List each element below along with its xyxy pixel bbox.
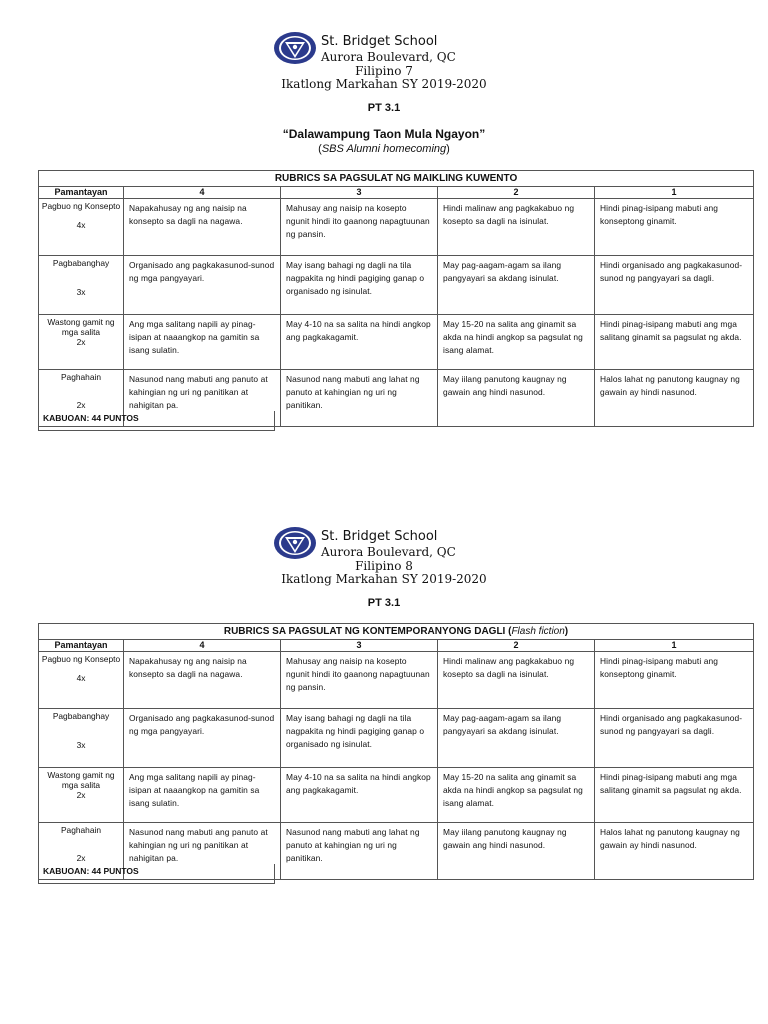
col-header-4: 4	[124, 640, 281, 652]
score-1-cell: Hindi organisado ang pagkakasunod- sunod ng pangyayari sa dagli.	[595, 709, 754, 768]
pt-label: PT 3.1	[367, 102, 401, 114]
criterion-cell: Paghahain 2x	[39, 370, 124, 427]
total-points: KABUOAN: 44 PUNTOS	[38, 411, 275, 431]
rubric-section-2	[0, 525, 768, 876]
score-4-cell: Ang mga salitang napili ay pinag-isipan at naaangkop na gamitin sa isang sulatin.	[124, 315, 281, 370]
weight-label: 3x	[76, 740, 86, 750]
criterion-cell: Pagbuo ng Konsepto 4x	[39, 652, 124, 709]
weight-label: 3x	[76, 287, 86, 297]
col-header-1: 1	[595, 187, 754, 199]
pt-label: PT 3.1	[367, 597, 401, 609]
criterion-cell: Pagbabanghay 3x	[39, 709, 124, 768]
score-4-cell: Nasunod nang mabuti ang panuto at kahingian ng uri ng panitikan at nahigitan pa.	[124, 370, 281, 427]
col-header-4: 4	[124, 187, 281, 199]
score-1-cell: Hindi pinag-isipang mabuti ang mga salitang ginamit sa pagsulat ng akda.	[595, 768, 754, 823]
term-label: Ikatlong Markahan SY 2019-2020	[281, 572, 487, 586]
score-4-cell: Nasunod nang mabuti ang panuto at kahingian ng uri ng panitikan at nahigitan pa.	[124, 823, 281, 880]
score-2-cell: May pag-aagam-agam sa ilang pangyayari sa akdang isinulat.	[438, 709, 595, 768]
rubric-title: RUBRICS SA PAGSULAT NG MAIKLING KUWENTO	[39, 171, 754, 187]
school-header	[0, 525, 768, 585]
school-header	[0, 30, 768, 90]
table-row	[39, 256, 754, 315]
score-1-cell: Hindi pinag-isipang mabuti ang mga salitang ginamit sa pagsulat ng akda.	[595, 315, 754, 370]
score-1-cell: Halos lahat ng panutong kaugnay ng gawain ay hindi nasunod.	[595, 823, 754, 880]
total-points: KABUOAN: 44 PUNTOS	[38, 864, 275, 884]
theme-title: “Dalawampung Taon Mula Ngayon”	[282, 127, 486, 141]
score-1-cell: Hindi pinag-isipang mabuti ang konseptong ginamit.	[595, 652, 754, 709]
school-seal-logo	[273, 526, 317, 560]
score-4-cell: Organisado ang pagkakasunod-sunod ng mga pangyayari.	[124, 256, 281, 315]
table-row	[39, 199, 754, 256]
score-2-cell: May 15-20 na salita ang ginamit sa akda na hindi angkop sa pagsulat ng isang alamat.	[438, 768, 595, 823]
rubric-title: RUBRICS SA PAGSULAT NG KONTEMPORANYONG DAGLI (Flash fiction)	[39, 624, 754, 640]
subject-label: Filipino 8	[355, 559, 413, 573]
weight-label: 2x	[76, 790, 86, 800]
subject-label: Filipino 7	[355, 64, 413, 78]
score-1-cell: Halos lahat ng panutong kaugnay ng gawain ay hindi nasunod.	[595, 370, 754, 427]
col-header-1: 1	[595, 640, 754, 652]
rubric-table	[38, 623, 754, 880]
col-header-3: 3	[281, 640, 438, 652]
criterion-cell: Pagbabanghay 3x	[39, 256, 124, 315]
score-4-cell: Ang mga salitang napili ay pinag-isipan at naaangkop na gamitin sa isang sulatin.	[124, 768, 281, 823]
criterion-cell: Paghahain 2x	[39, 823, 124, 880]
score-4-cell: Napakahusay ng ang naisip na konsepto sa dagli na nagawa.	[124, 199, 281, 256]
table-row	[39, 709, 754, 768]
theme-block	[0, 127, 768, 157]
score-4-cell: Organisado ang pagkakasunod-sunod ng mga pangyayari.	[124, 709, 281, 768]
score-2-cell: May pag-aagam-agam sa ilang pangyayari sa akdang isinulat.	[438, 256, 595, 315]
school-name: St. Bridget School	[321, 529, 438, 544]
score-3-cell: Mahusay ang naisip na kosepto ngunit hindi ito gaanong napagtuunan ng pansin.	[281, 199, 438, 256]
score-2-cell: Hindi malinaw ang pagkakabuo ng kosepto sa dagli na isinulat.	[438, 199, 595, 256]
weight-label: 4x	[76, 220, 86, 230]
theme-subtitle: (SBS Alumni homecoming)	[318, 143, 450, 155]
score-2-cell: May iilang panutong kaugnay ng gawain ang hindi nasunod.	[438, 370, 595, 427]
table-row	[39, 315, 754, 370]
score-2-cell: May iilang panutong kaugnay ng gawain ang hindi nasunod.	[438, 823, 595, 880]
score-3-cell: Nasunod nang mabuti ang lahat ng panuto at kahingian ng uri ng panitikan.	[281, 370, 438, 427]
score-2-cell: Hindi malinaw ang pagkakabuo ng kosepto sa dagli na isinulat.	[438, 652, 595, 709]
table-row	[39, 652, 754, 709]
col-header-3: 3	[281, 187, 438, 199]
col-header-criteria: Pamantayan	[39, 187, 124, 199]
criterion-cell: Pagbuo ng Konsepto 4x	[39, 199, 124, 256]
score-1-cell: Hindi pinag-isipang mabuti ang konseptong ginamit.	[595, 199, 754, 256]
school-address: Aurora Boulevard, QC	[321, 545, 456, 559]
score-2-cell: May 15-20 na salita ang ginamit sa akda na hindi angkop sa pagsulat ng isang alamat.	[438, 315, 595, 370]
score-3-cell: Nasunod nang mabuti ang lahat ng panuto at kahingian ng uri ng panitikan.	[281, 823, 438, 880]
rubric-table	[38, 170, 754, 427]
weight-label: 2x	[76, 337, 86, 347]
school-address: Aurora Boulevard, QC	[321, 50, 456, 64]
weight-label: 2x	[76, 400, 86, 410]
school-name: St. Bridget School	[321, 34, 438, 49]
weight-label: 4x	[76, 673, 86, 683]
table-row	[39, 768, 754, 823]
col-header-criteria: Pamantayan	[39, 640, 124, 652]
score-3-cell: May isang bahagi ng dagli na tila nagpakita ng hindi pagiging ganap o organisado ng isinulat.	[281, 709, 438, 768]
criterion-cell: Wastong gamit ng mga salita 2x	[39, 768, 124, 823]
score-1-cell: Hindi organisado ang pagkakasunod- sunod ng pangyayari sa dagli.	[595, 256, 754, 315]
score-3-cell: May isang bahagi ng dagli na tila nagpakita ng hindi pagiging ganap o organisado ng isinulat.	[281, 256, 438, 315]
term-label: Ikatlong Markahan SY 2019-2020	[281, 77, 487, 91]
score-4-cell: Napakahusay ng ang naisip na konsepto sa dagli na nagawa.	[124, 652, 281, 709]
score-3-cell: May 4-10 na sa salita na hindi angkop ang pagkakagamit.	[281, 315, 438, 370]
col-header-2: 2	[438, 187, 595, 199]
col-header-2: 2	[438, 640, 595, 652]
score-3-cell: May 4-10 na sa salita na hindi angkop ang pagkakagamit.	[281, 768, 438, 823]
score-3-cell: Mahusay ang naisip na kosepto ngunit hindi ito gaanong napagtuunan ng pansin.	[281, 652, 438, 709]
weight-label: 2x	[76, 853, 86, 863]
criterion-cell: Wastong gamit ng mga salita 2x	[39, 315, 124, 370]
school-seal-logo	[273, 31, 317, 65]
rubric-section-1	[0, 30, 768, 423]
